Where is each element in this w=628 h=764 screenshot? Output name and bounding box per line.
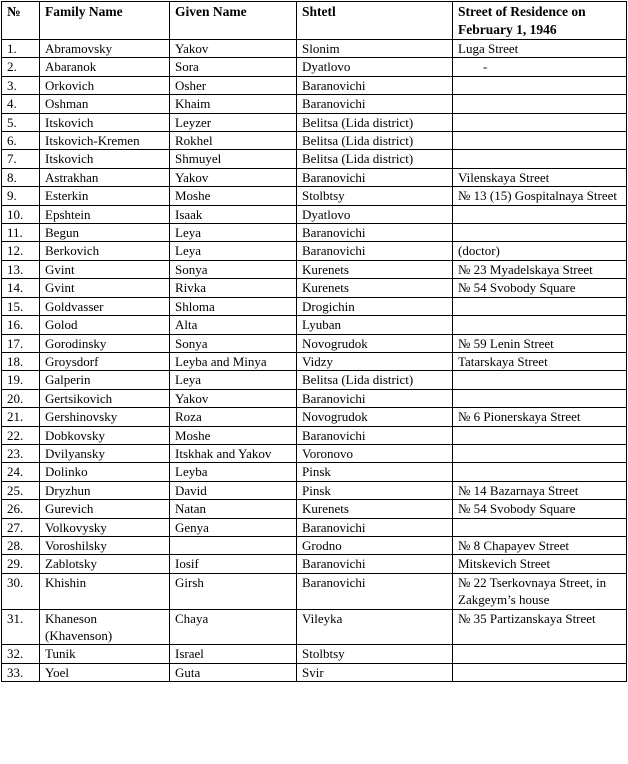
cell-family-name: Galperin: [40, 371, 170, 389]
table-row: [2, 536, 627, 554]
cell-family-name: Berkovich: [40, 242, 170, 260]
cell-shtetl: Lyuban: [297, 316, 453, 334]
cell-shtetl: Pinsk: [297, 463, 453, 481]
cell-shtetl: Dyatlovo: [297, 205, 453, 223]
cell-street: -: [453, 58, 627, 76]
cell-number: 24.: [2, 463, 40, 481]
cell-street: (doctor): [453, 242, 627, 260]
table-row: [2, 500, 627, 518]
cell-given-name: Genya: [170, 518, 297, 536]
cell-shtetl: Kurenets: [297, 500, 453, 518]
cell-family-name: Golod: [40, 316, 170, 334]
header-street-of-residence: Street of Residence on February 1, 1946: [453, 2, 627, 40]
cell-street: [453, 205, 627, 223]
table-row: [2, 205, 627, 223]
cell-street: № 13 (15) Gospitalnaya Street: [453, 187, 627, 205]
cell-street: [453, 426, 627, 444]
cell-family-name: Begun: [40, 224, 170, 242]
cell-shtetl: Baranovichi: [297, 224, 453, 242]
cell-number: 29.: [2, 555, 40, 573]
cell-given-name: Leyba: [170, 463, 297, 481]
cell-number: 27.: [2, 518, 40, 536]
cell-number: 20.: [2, 389, 40, 407]
table-row: [2, 481, 627, 499]
cell-number: 18.: [2, 352, 40, 370]
cell-number: 8.: [2, 168, 40, 186]
cell-street: № 8 Chapayev Street: [453, 536, 627, 554]
cell-given-name: Moshe: [170, 426, 297, 444]
cell-shtetl: Belitsa (Lida district): [297, 150, 453, 168]
cell-given-name: [170, 536, 297, 554]
table-row: [2, 95, 627, 113]
cell-given-name: Isaak: [170, 205, 297, 223]
cell-family-name: Goldvasser: [40, 297, 170, 315]
cell-street: [453, 663, 627, 681]
cell-given-name: Yakov: [170, 40, 297, 58]
cell-street: [453, 518, 627, 536]
cell-given-name: Leya: [170, 242, 297, 260]
cell-number: 13.: [2, 260, 40, 278]
cell-number: 31.: [2, 609, 40, 645]
cell-given-name: Sora: [170, 58, 297, 76]
cell-family-name: Zablotsky: [40, 555, 170, 573]
cell-given-name: Leya: [170, 224, 297, 242]
cell-family-name: Khaneson (Khavenson): [40, 609, 170, 645]
cell-family-name: Itskovich-Kremen: [40, 132, 170, 150]
cell-street: [453, 371, 627, 389]
table-row: [2, 40, 627, 58]
cell-number: 14.: [2, 279, 40, 297]
cell-shtetl: Vileyka: [297, 609, 453, 645]
cell-given-name: Chaya: [170, 609, 297, 645]
cell-family-name: Voroshilsky: [40, 536, 170, 554]
cell-given-name: Yakov: [170, 389, 297, 407]
table-row: [2, 242, 627, 260]
cell-street: № 14 Bazarnaya Street: [453, 481, 627, 499]
cell-number: 17.: [2, 334, 40, 352]
cell-street: [453, 645, 627, 663]
cell-street: № 22 Tserkovnaya Street, in Zakgeym’s house: [453, 573, 627, 609]
cell-street: [453, 297, 627, 315]
cell-given-name: Leya: [170, 371, 297, 389]
cell-family-name: Epshtein: [40, 205, 170, 223]
cell-street: [453, 113, 627, 131]
cell-family-name: Gvint: [40, 279, 170, 297]
cell-street: Mitskevich Street: [453, 555, 627, 573]
cell-number: 28.: [2, 536, 40, 554]
cell-family-name: Esterkin: [40, 187, 170, 205]
cell-given-name: David: [170, 481, 297, 499]
cell-shtetl: Baranovichi: [297, 168, 453, 186]
cell-shtetl: Kurenets: [297, 260, 453, 278]
table-row: [2, 518, 627, 536]
cell-family-name: Dolinko: [40, 463, 170, 481]
cell-family-name: Abaranok: [40, 58, 170, 76]
cell-shtetl: Baranovichi: [297, 389, 453, 407]
cell-street: [453, 95, 627, 113]
cell-family-name: Yoel: [40, 663, 170, 681]
cell-family-name: Gvint: [40, 260, 170, 278]
cell-street: № 54 Svobody Square: [453, 279, 627, 297]
cell-family-name: Volkovysky: [40, 518, 170, 536]
cell-family-name: Dryzhun: [40, 481, 170, 499]
cell-street: [453, 463, 627, 481]
cell-shtetl: Pinsk: [297, 481, 453, 499]
cell-family-name: Groysdorf: [40, 352, 170, 370]
table-row: [2, 260, 627, 278]
header-number: №: [2, 2, 40, 40]
cell-shtetl: Vidzy: [297, 352, 453, 370]
header-family-name: Family Name: [40, 2, 170, 40]
table-row: [2, 297, 627, 315]
header-given-name: Given Name: [170, 2, 297, 40]
table-row: [2, 168, 627, 186]
cell-street: Tatarskaya Street: [453, 352, 627, 370]
cell-number: 19.: [2, 371, 40, 389]
cell-family-name: Dvilyansky: [40, 444, 170, 462]
cell-given-name: Girsh: [170, 573, 297, 609]
cell-number: 1.: [2, 40, 40, 58]
cell-shtetl: Novogrudok: [297, 408, 453, 426]
cell-shtetl: Baranovichi: [297, 555, 453, 573]
table-header-row: [2, 2, 627, 40]
table-row: [2, 58, 627, 76]
cell-shtetl: Grodno: [297, 536, 453, 554]
cell-given-name: Guta: [170, 663, 297, 681]
table-row: [2, 408, 627, 426]
cell-shtetl: Drogichin: [297, 297, 453, 315]
cell-shtetl: Dyatlovo: [297, 58, 453, 76]
cell-given-name: Leyba and Minya: [170, 352, 297, 370]
cell-family-name: Abramovsky: [40, 40, 170, 58]
cell-shtetl: Baranovichi: [297, 573, 453, 609]
cell-number: 26.: [2, 500, 40, 518]
cell-family-name: Astrakhan: [40, 168, 170, 186]
cell-number: 23.: [2, 444, 40, 462]
cell-number: 12.: [2, 242, 40, 260]
cell-shtetl: Stolbtsy: [297, 645, 453, 663]
table-row: [2, 279, 627, 297]
cell-given-name: Natan: [170, 500, 297, 518]
cell-street: [453, 389, 627, 407]
cell-given-name: Israel: [170, 645, 297, 663]
cell-number: 3.: [2, 76, 40, 94]
cell-shtetl: Novogrudok: [297, 334, 453, 352]
cell-number: 16.: [2, 316, 40, 334]
cell-family-name: Dobkovsky: [40, 426, 170, 444]
cell-given-name: Shloma: [170, 297, 297, 315]
table-body: [2, 40, 627, 682]
cell-number: 5.: [2, 113, 40, 131]
cell-shtetl: Belitsa (Lida district): [297, 132, 453, 150]
cell-street: Vilenskaya Street: [453, 168, 627, 186]
cell-street: [453, 316, 627, 334]
cell-shtetl: Baranovichi: [297, 95, 453, 113]
cell-street: № 35 Partizanskaya Street: [453, 609, 627, 645]
cell-number: 25.: [2, 481, 40, 499]
cell-street: № 23 Myadelskaya Street: [453, 260, 627, 278]
cell-family-name: Itskovich: [40, 150, 170, 168]
cell-street: [453, 444, 627, 462]
cell-number: 22.: [2, 426, 40, 444]
cell-shtetl: Baranovichi: [297, 76, 453, 94]
table-row: [2, 113, 627, 131]
cell-number: 21.: [2, 408, 40, 426]
cell-number: 30.: [2, 573, 40, 609]
cell-number: 10.: [2, 205, 40, 223]
cell-shtetl: Slonim: [297, 40, 453, 58]
cell-given-name: Khaim: [170, 95, 297, 113]
cell-number: 32.: [2, 645, 40, 663]
cell-shtetl: Belitsa (Lida district): [297, 371, 453, 389]
cell-family-name: Orkovich: [40, 76, 170, 94]
table-row: [2, 426, 627, 444]
cell-given-name: Itskhak and Yakov: [170, 444, 297, 462]
cell-given-name: Yakov: [170, 168, 297, 186]
table-row: [2, 645, 627, 663]
cell-shtetl: Baranovichi: [297, 242, 453, 260]
cell-number: 11.: [2, 224, 40, 242]
cell-given-name: Sonya: [170, 334, 297, 352]
table-row: [2, 334, 627, 352]
cell-street: [453, 76, 627, 94]
table-row: [2, 609, 627, 645]
cell-given-name: Sonya: [170, 260, 297, 278]
cell-family-name: Gershinovsky: [40, 408, 170, 426]
cell-street: № 54 Svobody Square: [453, 500, 627, 518]
cell-family-name: Itskovich: [40, 113, 170, 131]
cell-family-name: Gorodinsky: [40, 334, 170, 352]
cell-given-name: Roza: [170, 408, 297, 426]
cell-given-name: Alta: [170, 316, 297, 334]
header-shtetl: Shtetl: [297, 2, 453, 40]
cell-shtetl: Belitsa (Lida district): [297, 113, 453, 131]
table-row: [2, 316, 627, 334]
cell-family-name: Gurevich: [40, 500, 170, 518]
cell-street: Luga Street: [453, 40, 627, 58]
cell-shtetl: Baranovichi: [297, 426, 453, 444]
cell-given-name: Rokhel: [170, 132, 297, 150]
table-row: [2, 76, 627, 94]
cell-shtetl: Voronovo: [297, 444, 453, 462]
table-row: [2, 463, 627, 481]
table-row: [2, 352, 627, 370]
cell-shtetl: Svir: [297, 663, 453, 681]
cell-street: [453, 150, 627, 168]
table-row: [2, 150, 627, 168]
cell-street: № 59 Lenin Street: [453, 334, 627, 352]
cell-number: 6.: [2, 132, 40, 150]
cell-number: 7.: [2, 150, 40, 168]
cell-shtetl: Baranovichi: [297, 518, 453, 536]
cell-given-name: Shmuyel: [170, 150, 297, 168]
table-row: [2, 371, 627, 389]
cell-number: 2.: [2, 58, 40, 76]
cell-family-name: Khishin: [40, 573, 170, 609]
cell-family-name: Tunik: [40, 645, 170, 663]
cell-given-name: Osher: [170, 76, 297, 94]
cell-given-name: Moshe: [170, 187, 297, 205]
cell-given-name: Iosif: [170, 555, 297, 573]
cell-given-name: Rivka: [170, 279, 297, 297]
cell-street: № 6 Pionerskaya Street: [453, 408, 627, 426]
cell-number: 15.: [2, 297, 40, 315]
cell-shtetl: Kurenets: [297, 279, 453, 297]
cell-family-name: Gertsikovich: [40, 389, 170, 407]
table-row: [2, 663, 627, 681]
table-row: [2, 132, 627, 150]
table-row: [2, 573, 627, 609]
cell-number: 33.: [2, 663, 40, 681]
cell-family-name: Oshman: [40, 95, 170, 113]
table-row: [2, 187, 627, 205]
table-row: [2, 389, 627, 407]
cell-shtetl: Stolbtsy: [297, 187, 453, 205]
table-row: [2, 224, 627, 242]
cell-street: [453, 224, 627, 242]
table-row: [2, 444, 627, 462]
table-row: [2, 555, 627, 573]
cell-number: 4.: [2, 95, 40, 113]
cell-number: 9.: [2, 187, 40, 205]
residents-table: [1, 1, 627, 682]
cell-street: [453, 132, 627, 150]
cell-given-name: Leyzer: [170, 113, 297, 131]
